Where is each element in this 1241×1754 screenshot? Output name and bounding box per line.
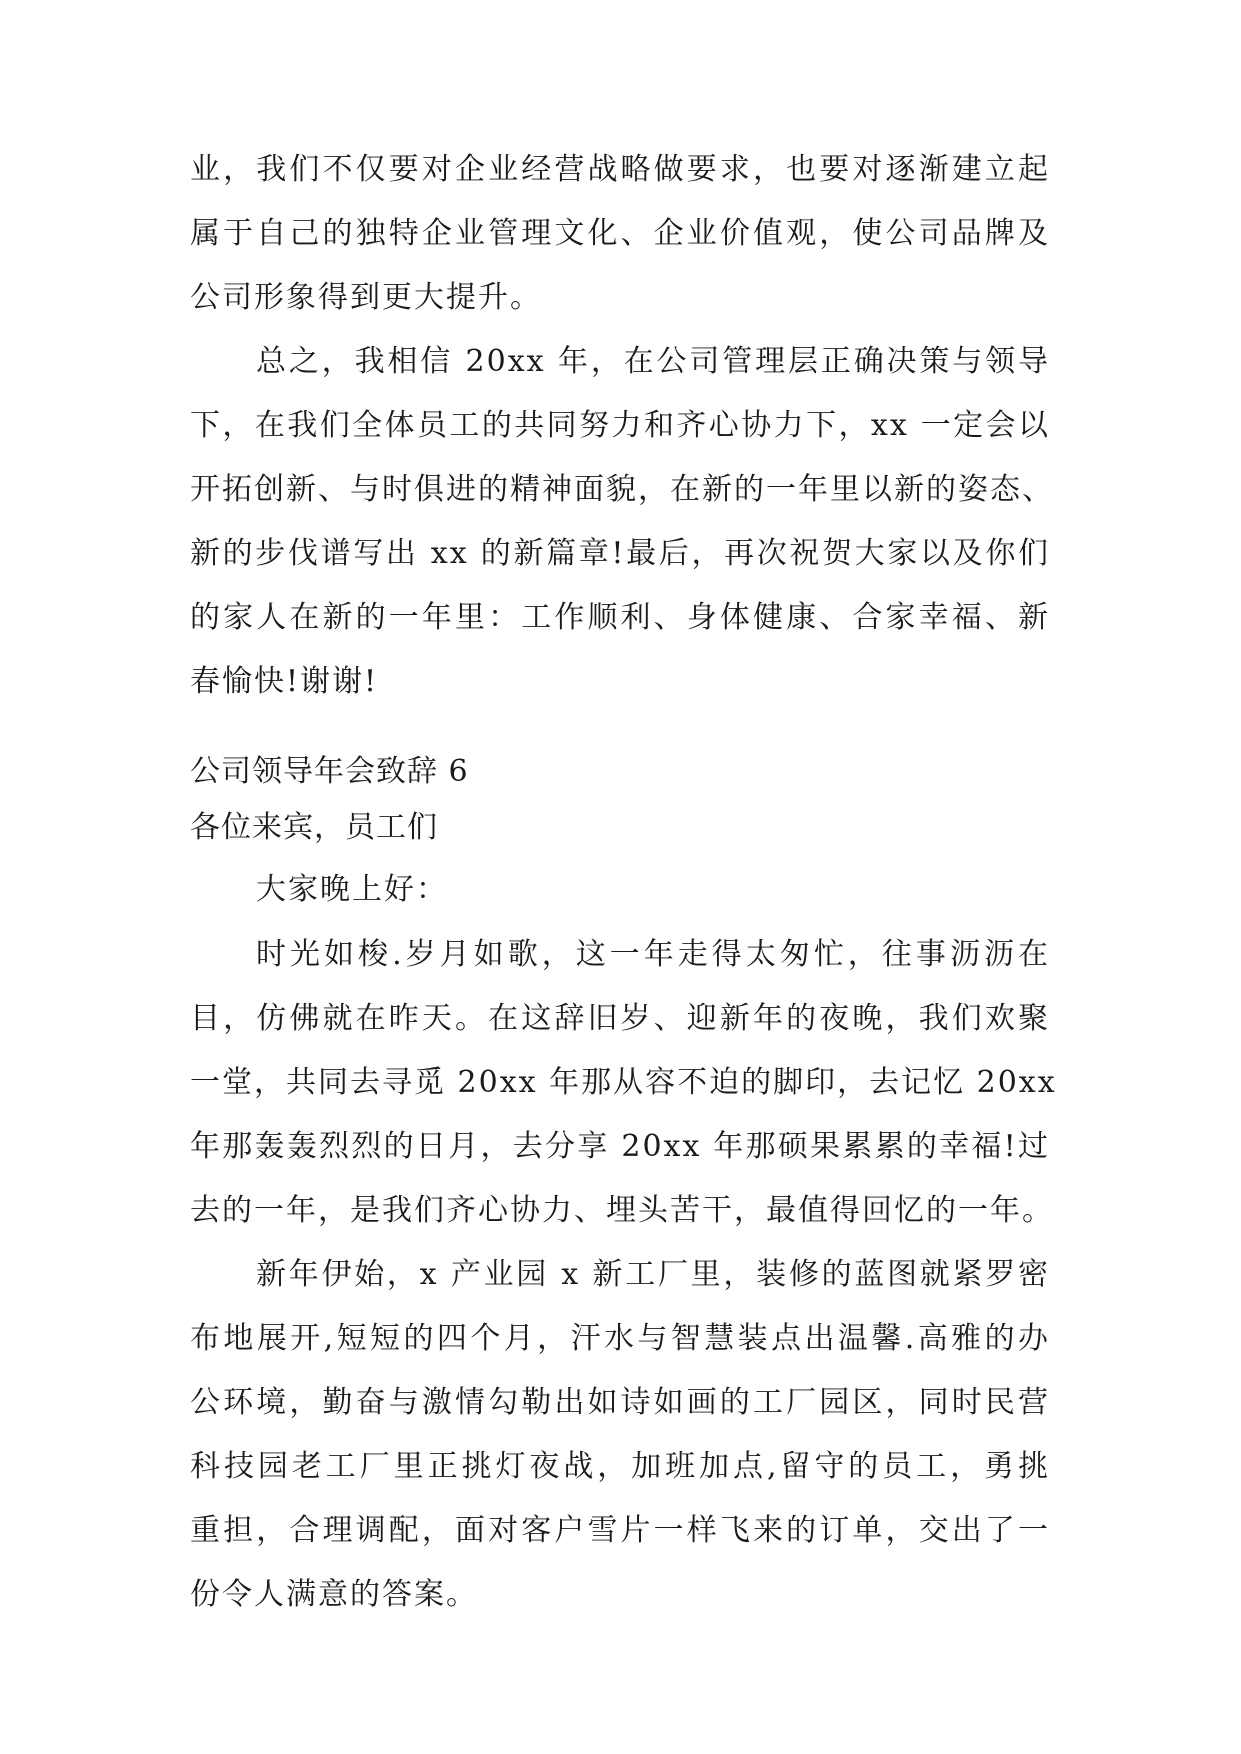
text-line: 布地展开,短短的四个月，汗水与智慧装点出温馨.高雅的办 [190,1321,1050,1356]
paragraph-first-line: 新年伊始，x 产业园 x 新工厂里，装修的蓝图就紧罗密 [256,1257,1050,1292]
salutation: 各位来宾，员工们 [190,810,438,845]
text-line: 年那轰轰烈烈的日月，去分享 20xx 年那硕果累累的幸福!过 [190,1129,1050,1164]
greeting: 大家晚上好： [256,872,448,907]
text-line: 开拓创新、与时俱进的精神面貌，在新的一年里以新的姿态、 [190,472,1054,507]
text-line: 的家人在新的一年里：工作顺利、身体健康、合家幸福、新 [190,600,1050,635]
text-line: 去的一年，是我们齐心协力、埋头苦干，最值得回忆的一年。 [190,1193,1054,1228]
paragraph-first-line: 总之，我相信 20xx 年，在公司管理层正确决策与领导 [256,344,1050,379]
text-line: 科技园老工厂里正挑灯夜战，加班加点,留守的员工，勇挑 [190,1449,1050,1484]
text-line: 属于自己的独特企业管理文化、企业价值观，使公司品牌及 [190,216,1050,251]
text-line: 一堂，共同去寻觅 20xx 年那从容不迫的脚印，去记忆 20xx [190,1065,1057,1100]
text-line: 公司形象得到更大提升。 [190,280,542,315]
paragraph-first-line: 时光如梭.岁月如歌，这一年走得太匆忙，往事沥沥在 [256,937,1050,972]
text-line: 目，仿佛就在昨天。在这辞旧岁、迎新年的夜晚，我们欢聚 [190,1001,1050,1036]
text-line: 下，在我们全体员工的共同努力和齐心协力下，xx 一定会以 [190,408,1050,443]
text-line: 份令人满意的答案。 [190,1577,478,1612]
section-title: 公司领导年会致辞 6 [190,754,469,789]
text-line: 公环境，勤奋与激情勾勒出如诗如画的工厂园区，同时民营 [190,1385,1050,1420]
text-line: 重担，合理调配，面对客户雪片一样飞来的订单，交出了一 [190,1513,1050,1548]
text-line: 春愉快!谢谢! [190,664,379,699]
text-line: 业，我们不仅要对企业经营战略做要求，也要对逐渐建立起 [190,152,1050,187]
text-line: 新的步伐谱写出 xx 的新篇章!最后，再次祝贺大家以及你们 [190,536,1050,571]
